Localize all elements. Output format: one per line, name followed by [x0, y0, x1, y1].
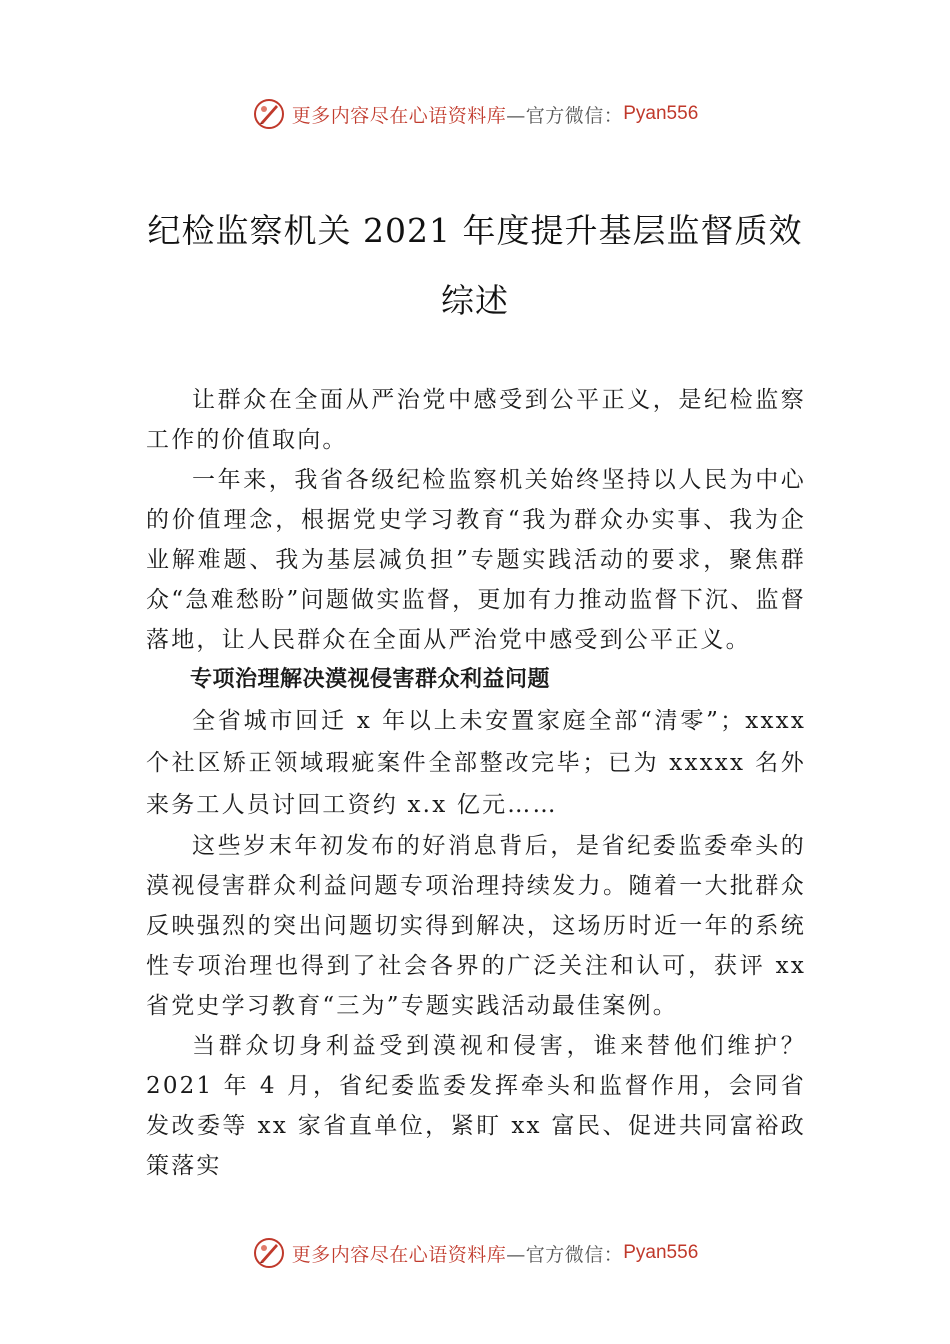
banner-wechat-id: Pyan556 — [623, 103, 699, 124]
bottom-watermark-banner — [0, 1233, 950, 1273]
banner-wechat-label: —官方微信： — [506, 104, 624, 127]
paragraph: 当群众切身利益受到漠视和侵害，谁来替他们维护？2021 年 4 月，省纪委监委发挥牵头和监督作用，会同省发改委等 xx 家省直单位，紧盯 xx 富民、促进共同富裕政策落实 — [146, 1033, 806, 1179]
paragraph: 全省城市回迁 x 年以上未安置家庭全部“清零”；xxxx 个社区矫正领域瑕疵案件全部整改完毕；已为 xxxxx 名外来务工人员讨回工资约 x.x 亿元…… — [146, 708, 806, 818]
paragraph: 这些岁末年初发布的好消息背后，是省纪委监委牵头的漠视侵害群众利益问题专项治理持续发力。随着一大批群众反映强烈的突出问题切实得到解决，这场历时近一年的系统性专项治理也得到了社会各界的广泛关注和认可，获评 xx 省党史学习教育“三为”专题实践活动最佳案例。 — [146, 833, 806, 1019]
document-body — [146, 380, 806, 1186]
banner-wechat-label: —官方微信： — [506, 1243, 624, 1266]
quill-seal-icon — [252, 97, 286, 131]
title-line-2: 综述 — [441, 281, 509, 320]
paragraph: 一年来，我省各级纪检监察机关始终坚持以人民为中心的价值理念，根据党史学习教育“我为群众办实事、我为企业解难题、我为基层减负担”专题实践活动的要求，聚焦群众“急难愁盼”问题做实监督，更加有力推动监督下沉、监督落地，让人民群众在全面从严治党中感受到公平正义。 — [146, 467, 806, 653]
paragraph: 让群众在全面从严治党中感受到公平正义，是纪检监察工作的价值取向。 — [146, 387, 806, 453]
top-watermark-banner — [0, 94, 950, 134]
banner-promo-text: 更多内容尽在心语资料库 — [291, 104, 507, 127]
banner-promo-text: 更多内容尽在心语资料库 — [291, 1243, 507, 1266]
section-heading: 专项治理解决漠视侵害群众利益问题 — [190, 667, 551, 692]
title-line-1: 纪检监察机关 2021 年度提升基层监督质效 — [147, 211, 803, 250]
banner-wechat-id: Pyan556 — [623, 1242, 699, 1263]
document-title — [140, 196, 810, 336]
quill-seal-icon — [252, 1236, 286, 1270]
